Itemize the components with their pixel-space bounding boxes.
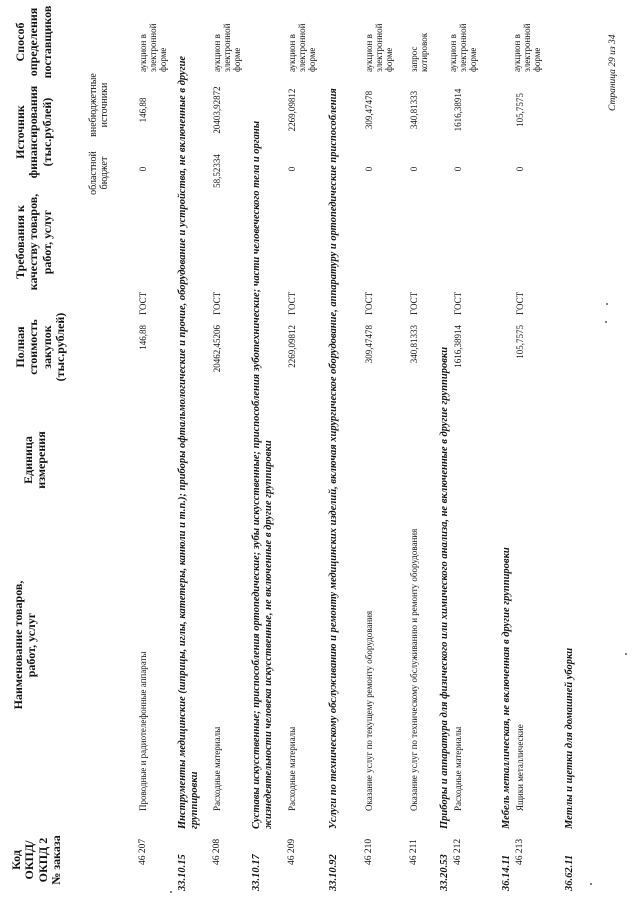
row-code: 46 210 [364, 838, 374, 865]
row-cost: 340,81333 [409, 325, 419, 364]
row-funding-regional: 0 [364, 166, 374, 172]
row-method: аукцион в электронной форме [138, 23, 169, 72]
row-name: Расходные материалы [287, 726, 297, 811]
row-funding-extrabudget: 105,7575 [515, 93, 525, 127]
page-number: Страница 29 из 34 [608, 34, 618, 111]
row-cost: 146,88 [138, 325, 148, 350]
row-funding-regional: 0 [453, 166, 463, 172]
scan-speck [590, 883, 592, 885]
row-method: аукцион в электронной форме [512, 23, 543, 72]
row-funding-extrabudget: 1616,38914 [453, 88, 463, 132]
row-funding-regional: 58,52334 [212, 154, 222, 188]
row-funding-extrabudget: 146,88 [138, 97, 148, 123]
row-method: аукцион в электронной форме [287, 23, 318, 72]
row-method: аукцион в электронной форме [364, 23, 395, 72]
group-code: 33.10.17 [251, 854, 262, 891]
row-quality: ГОСТ [212, 291, 222, 315]
header-unit: Единица измерения [21, 431, 49, 489]
row-funding-extrabudget: 2269,09812 [287, 88, 297, 132]
scan-speck [606, 303, 608, 305]
row-code: 46 213 [515, 838, 525, 865]
row-name: Оказание услуг по техническому обслуживанию и ремонту оборудования [409, 528, 419, 811]
row-quality: ГОСТ [138, 291, 148, 315]
group-code: 36.62.11 [564, 854, 575, 891]
group-code: 33.20.53 [439, 854, 450, 891]
group-code: 33.10.15 [177, 854, 188, 891]
row-funding-extrabudget: 340,81333 [409, 90, 419, 130]
row-cost: 20462,45206 [212, 325, 222, 373]
row-method: аукцион в электронной форме [448, 23, 479, 72]
group-code: 36.14.11 [501, 854, 512, 891]
header-cost: Полная стоимость закупок (тыс.рублей) [13, 312, 68, 382]
row-cost: 105,7575 [515, 325, 525, 359]
row-name: Оказание услуг по текущему ремонту оборудования [364, 610, 374, 811]
group-name: Инструменты медицинские (шприцы, иглы, катетеры, канюли и т.п.); приборы офтальмологические и прочие, оборудование и устройства, не включенные в другие группировки [177, 55, 200, 829]
row-code: 46 207 [138, 838, 148, 865]
group-name: Услуги по техническому обслуживанию и ремонту медицинских изделий, включая хирургическое оборудование, аппаратуру и ортопедические приспособления [328, 88, 339, 829]
row-funding-regional: 0 [138, 166, 148, 172]
row-cost: 2269,09812 [287, 325, 297, 368]
row-quality: ГОСТ [515, 291, 525, 315]
row-code: 46 212 [453, 838, 463, 865]
row-cost: 1616,38914 [453, 325, 463, 368]
group-name: Приборы и аппаратура для физического или химического анализа, не включенные в другие группировки [439, 346, 450, 829]
row-quality: ГОСТ [287, 291, 297, 315]
row-funding-extrabudget: 20403,92872 [212, 86, 222, 134]
row-code: 46 209 [287, 838, 297, 865]
header-funding-extrabudget: внебюджетные источники [88, 73, 110, 137]
row-name: Проводные и радиотелефонные аппараты [138, 651, 148, 811]
scan-speck [625, 653, 627, 655]
group-name: Метлы и щетки для домашней уборки [564, 647, 575, 829]
row-funding-regional: 0 [409, 166, 419, 172]
header-method: Способ определения поставщиков [13, 5, 54, 79]
header-code: Код ОКПД/ ОКПД 2 № заказа [9, 835, 64, 885]
row-quality: ГОСТ [409, 291, 419, 315]
scan-speck [605, 321, 607, 323]
row-name: Расходные материалы [212, 726, 222, 811]
group-name: Мебель металлическая, не включенная в другие группировки [501, 547, 512, 829]
row-method: аукцион в электронной форме [212, 23, 243, 72]
header-quality: Требования к качеству товаров, работ, услуг [13, 193, 54, 291]
header-funding-regional: областной бюджет [88, 151, 110, 195]
row-funding-regional: 0 [515, 166, 525, 172]
row-code: 46 208 [212, 838, 222, 865]
row-funding-regional: 0 [287, 166, 297, 172]
scan-speck [170, 891, 172, 893]
row-quality: ГОСТ [453, 291, 463, 315]
group-code: 33.10.92 [328, 854, 339, 891]
header-funding: Источник финансирования (тыс.рублей) [13, 85, 54, 179]
row-funding-extrabudget: 309,47478 [364, 90, 374, 130]
row-quality: ГОСТ [364, 291, 374, 315]
row-code: 46 211 [409, 839, 419, 865]
row-name: Расходные материалы [453, 726, 463, 811]
row-name: Ящики металлические [515, 724, 525, 811]
row-cost: 309,47478 [364, 325, 374, 364]
group-name: Суставы искусственные; приспособления ортопедические; зубы искусственные; приспособления зуботехнические; части человеческого тела и органы жизнедеятельности человека искусственные, не включенные в другие группировки [251, 120, 274, 829]
header-name: Наименование товаров, работ, услуг [11, 580, 39, 710]
row-method: запрос котировок [409, 32, 430, 72]
